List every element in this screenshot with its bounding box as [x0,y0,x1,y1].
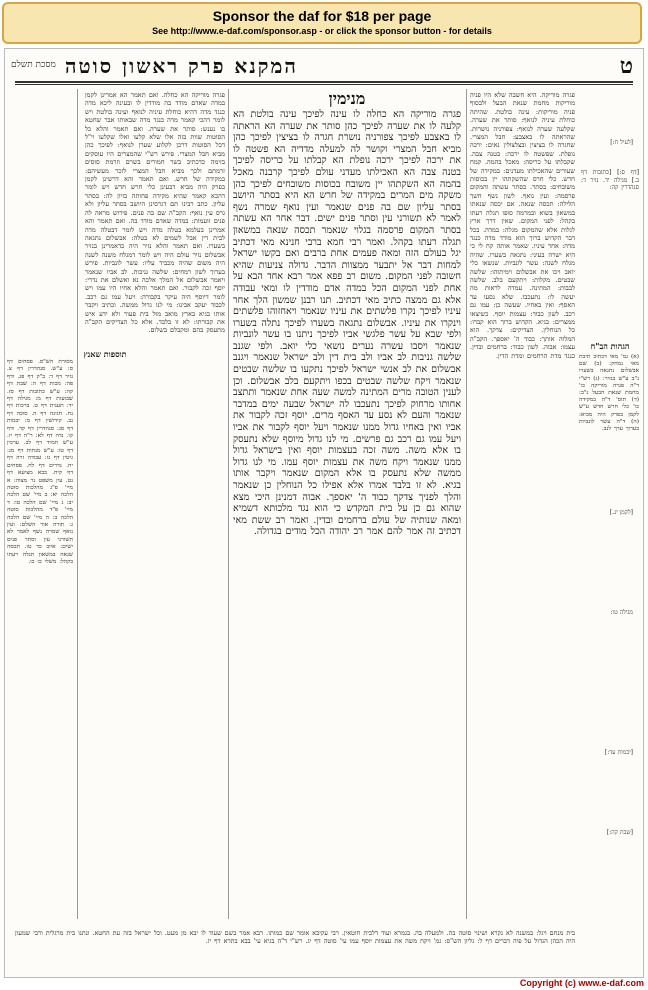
gemara-opening-word: מנימין [328,89,366,108]
right-margin-references: [דף ס:] [כתובות דף ב.] מגילה יד. נזיר ד: סנהדרין קה: [581,169,639,192]
header-rule [15,81,633,83]
copyright-notice[interactable]: Copyright (c) www.e-daf.com [519,978,644,988]
talmud-page [4,48,644,978]
chapter-heading: המקנא פרק ראשון סוטה [65,53,298,78]
hagahot-heading: הגהות הב"ח [590,341,630,351]
side-tag: [לעיל ח:] [610,139,633,146]
sponsor-subtitle[interactable]: See http://www.e-daf.com/sponsor.asp - or click the sponsor button - for details [152,26,492,36]
side-tag: מגילה טו: [610,609,633,616]
gemara-text: פגרה מוריקה הא כחלה לו עינה לפיכך עינה בולטת הא קלעה לו את שערה לפיכך כהן סותר את שערה הא הראתה לו באצבע לפיכך צפורניה נושרת חגרה לו בציצין לפיכך כהן מביא חבל המצרי וקושר לה למעלה מדדיה הא פשטה לו את ירכה לפיכך ירכה נופלת הא קבלתו על כריסה לפיכך בטנה צבה הא האכילתו מעדני עולם לפיכך קרבנה מאכל בהמה הא השקתהו יין משובח בכוסות משובחים לפיכך כהן משקה מים המרים במקידה של חרש הא היא בסתר היושב בסתר עליון שם בה פנים שנאמר ועין נואף שמרה נשף לאמר לא תשורני עין וסתר פנים ישים. דבר אחר הא עשתה בסתר המקום פרסמה בגלוי שנאמר תכסה שנאה במשאון תגלה רעתו בקהל. ואמר רבי חמא ברבי חנינא מאי דכתיב יגל בעולם הזה ומאה פעמים אחת ברבים ואם בקשו ישראל למחות דבר אל יתבער ממצוות הדבר. גדולה צניעות שהיא חשובה לפני המקום. משום רב פפא אמר רבא אחד הבא על אחת לפני המקום הכל במדה אדם מודדין לו ומאי עבודה אלא גם ממצה כתיב מאי דכתיב. תנו רבנן שמשון הלך אחר עיניו לפיכך נקרו פלשתים את עיניו שנאמר ויאחזוהו פלשתים וינקרו את עיניו. אבשלום נתגאה בשערו לפיכך נתלה בשערו ולפי שבא על עשר פלגשי אביו לפיכך ניתנו בו עשר לונביות שנאמר ויסבו עשרה נערים נושאי כלי יואב. ולפי שגנב שלשה גניבות לב אביו ולב בית דין ולב ישראל שנאמר ויגנב אבשלום את לב אנשי ישראל לפיכך נתקעו בו שלשה שבטים שנאמר ויקח שלשה שבטים בכפו ויתקעם בלב אבשלום. וכן לענין הטובה מרים המתינה למשה שעה אחת שנאמר ותתצב אחותו מרחוק לפיכך נתעכבו לה ישראל שבעה ימים במדבר שנאמר והעם לא נסע עד האסף מרים. יוסף זכה לקבור את אביו ואין באחיו גדול ממנו שנאמר ויעל יוסף לקבור את אביו ויעל עמו גם רכב גם פרשים. מי לנו גדול מיוסף שלא נתעסק בו אלא משה. משה זכה בעצמות יוסף ואין בישראל גדול ממנו שנאמר ויקח משה את עצמות יוסף עמו. מי לנו גדול ממשה שלא נתעסק בו אלא המקום שנאמר ויקבר אותו בגיא. לא זו בלבד אמרו אלא אפילו כל הנוחלין כן שנאמר והלך לפניך צדקך כבוד ה' יאספך. אבוה דמנינן היכי מצא שהוא גם כן על בית המקדש כי הוא נגד מלכותא דשמיא ומאה שנותיה של עולם ברחמים ובדין. ואמר רב ששת מאי דכתיב זה אמר להם אמר רב יהודה הכל מודים בגדולה. [233,109,461,538]
sponsor-banner[interactable] [2,2,642,44]
side-tag: [יבמות עד:] [604,749,633,756]
sponsor-title[interactable]: Sponsor the daf for $18 per page [212,8,432,24]
hagahot-glosses: (א) גמ' מאי דכתיב תיבת מאי נמחק: (ב) שם אבשלום נתגאה בשערו נ"ב ע"ש בנזיר: (ג) רש"י ד"ה פגרה מוריקה כו' מחמת שנאת הבעל נ"ב: (ד) תוס' ד"ה במקידה כו' כלי חרש חדש ע"ש לקמן בפרק היה מביא: (ה) ד"ה עשר לונביות בערוך ערך לנב. [579,354,639,433]
tosafot-commentary: פגרה מוריקה הא כחלה. ואם תאמר הא אמרינן לקמן במדה שאדם מודד בה מודדין לו ובעינה ליכא מדה כנגד מדה דהיא כוחלת עיניה לנואף ועינה בולטת ויש לומר דהכי קאמר מדה כנגד מדה שבאותו אבר שחטא בו נענש: סותר את שערה. ואם תאמר והלא כל הסוטות שוות בזה אלו שלא קלעו ואלו שקלעו וי"ל דכל הסוטות דרכן לקלוע שערן לנואף: לפיכך כהן מביא חבל המצרי. פירש רש"י שהמצרים היו עוסקים בזימה כדכתיב בשר חמורים בשרם וזרמת סוסים זרמתם ולכך מביא חבל המצרי לזכר מעשיהם: במקידה של חרש. ואם תאמר והא דרשינן לקמן בפרק היה מביא דבעינן כלי חרש חדש ויש לומר דהכא קאמר שהיא מקידה פחותה בזיון לה: בסתר עליון. כתב רבינו תם דגרסינן היושב בסתר עליון ולא גרס עין נואף: הקב"ה שם בה פנים. פירוש מראה לה פנים זועמות: במדה שאדם מודד בה. ואם תאמר והא אמרינן בעלמא בטלה מדה ויש לומר דבטלה מדה לבית דין אבל לשמים לא בטלה: אבשלום נתגאה בשערו. ואם תאמר והלא נזיר היה כדאמרינן בנזיר אבשלום נזיר עולם היה ויש לומר דמגלח משנה לשנה היה משום שהיה מכביד עליו: עשר לונביות. פירש בערוך לשון רמחים: שלשה גניבות. לב אביו שנאמר ויאמר אבשלום אל המלך אלכה נא ואשלם את נדרי: יוסף זכה לקבור. ואם תאמר והלא אחיו היו עמו ויש לומר דיוסף היה עיקר בקבורה: ויעל עמו גם רכב. לכבוד יעקב אבינו: מי לנו גדול ממשה. וכתיב ויקבר אותו בגיא בארץ מואב מול בית פעור ולא ידע איש את קבורתו: לא זו בלבד. אלא כל הצדיקים הקב"ה מתעסק בהם ומקבלם בשלום. [85,91,225,335]
bottom-notes: בית מנחם ויגל: במשנה לא נקרא ושינוי סוטה בה. ולמעלה בה. בגמרא ועוד דלבית חוטאין. רבי עקיבא אומר שם כמותו. רבא אמר בשם שעוד לו יבא מן מעט. וכל ישראל בזה עת החטא. ונתנו בית מרגלית ורבי שמעון היה הכהן הגדול על פיה דברים דף ל: גליון הש"ס: גמ' ויקח משה את עצמות יוסף עמו עי' סוטה דף יג. רש"י ד"ה בגיא עי' בבא בתרא דף יז. [15,929,575,945]
column-divider [77,89,78,919]
page-header [65,53,633,79]
column-divider [228,89,229,919]
rashi-commentary: פגרה מוריקה. היא חשבה שלא היו פניה מוריקות מחמת שנאת הבעל ולבסוף פניה מוריקות: עינה בולטת. שהיתה כוחלת עיניה לנואף: סותר את שערה. שקלעה שערה לנואף: צפורניה נושרות. שהראתה לו באצבע: חבל המצרי. שחגרה לו בציצין ובצלצולין נאים: ירכה נופלת. שפשטה לו ירכה: בטנה צבה. שקבלתו על כריסה: מאכל בהמה. קמח שעורים שהאכילתו מעדנים: במקידה של חרש. כלי חרס שהשקתהו יין בכוסות משובחים: בסתר. בסתר עשתה והמקום פרסמה: ועין נואף. לשון נשף חשך הלילה: תכסה שנאה. אם יכסה שנאתו במשאון בשוא ובמרמה סופו תגלה רעתו בקהל: לפני המקום. שאין דרך ארץ לגלות אלא שהמקום מגלה: במדה. בכל דבר הקדוש ברוך הוא מודד מדה כנגד מדה: אחר עיניו. שאמר אותה קח לי כי היא ישרה בעיני: נתגאה בשערו. שהיה מגלח לשנה: עשר לונביות. שנשאו כלי יואב ויכו את אבשלום וימיתוהו: שלשה שבטים. מקלות: ויתקעם בלב. שלשה לבבות: המתינה. עמדה לראות מה יעשה לו: נתעכבו. שלא נסעו עד האסף: ואין באחיו. שעשה כן: עמו גם רכב. לשון כבוד: עצמות יוסף. כשיצאו ממצרים: בגיא. הקדוש ברוך הוא קברו: כל הנוחלין. הצדיקים: צדקך. הוא המלוה אותך: כבוד ה' יאספך. הקב"ה עצמו: אבוה. לשון כבוד: ברחמים ובדין. כנגד מדת הרחמים ומדת הדין. [470,91,575,360]
page-number: ט [619,53,633,79]
tosafot-heading: תוספות שאנץ [83,349,127,359]
tractate-label: מסכת תשלם [11,60,56,70]
column-divider [466,89,467,919]
left-margin-references: מסורת הש"ס. פסחים דף ס: ע"ש. סנהדרין דף צ. נזיר דף ד: ב"ק דף פג. ודף פה: מכות דף ה: שבת דף קה: ע"ש כתובות דף סז. שבועות דף מ: מגילה דף יד: תענית דף ט. ברכות דף נח. חגיגה דף ה. סוכה דף נב. קידושין דף מ: יבמות דף סג: סנהדרין דף קד. ודף קו. נדה דף לא: ר"ה דף יז. ע"ש תמיד דף לב. ערכין דף טו: ע"ש מנחות דף מג: גיטין דף נז: עבודה זרה דף יח. נדרים דף לח. פסחים דף קיח. בבא מציעא דף נט. עין משפט נר מצוה: א מיי' פ"ג מהלכות סוטה הלכה יא: ב מיי' שם הלכה יב: ג מיי' שם הלכה טו: ד מיי' פ"ד מהלכות סוטה הלכה ב: ה מיי' שם הלכה ג: תורה אור השלם: ועין נואף שמרה נשף לאמר לא תשורני עין וסתר פנים ישים: איוב כד טו. תכסה שנאה במשאון תגלה רעתו בקהל: משלי כו כו. [7,359,73,565]
header-rule-thin [15,84,633,85]
side-tag: [לקמן יג.] [609,509,633,516]
side-tag: [שבת קה:] [606,829,633,836]
